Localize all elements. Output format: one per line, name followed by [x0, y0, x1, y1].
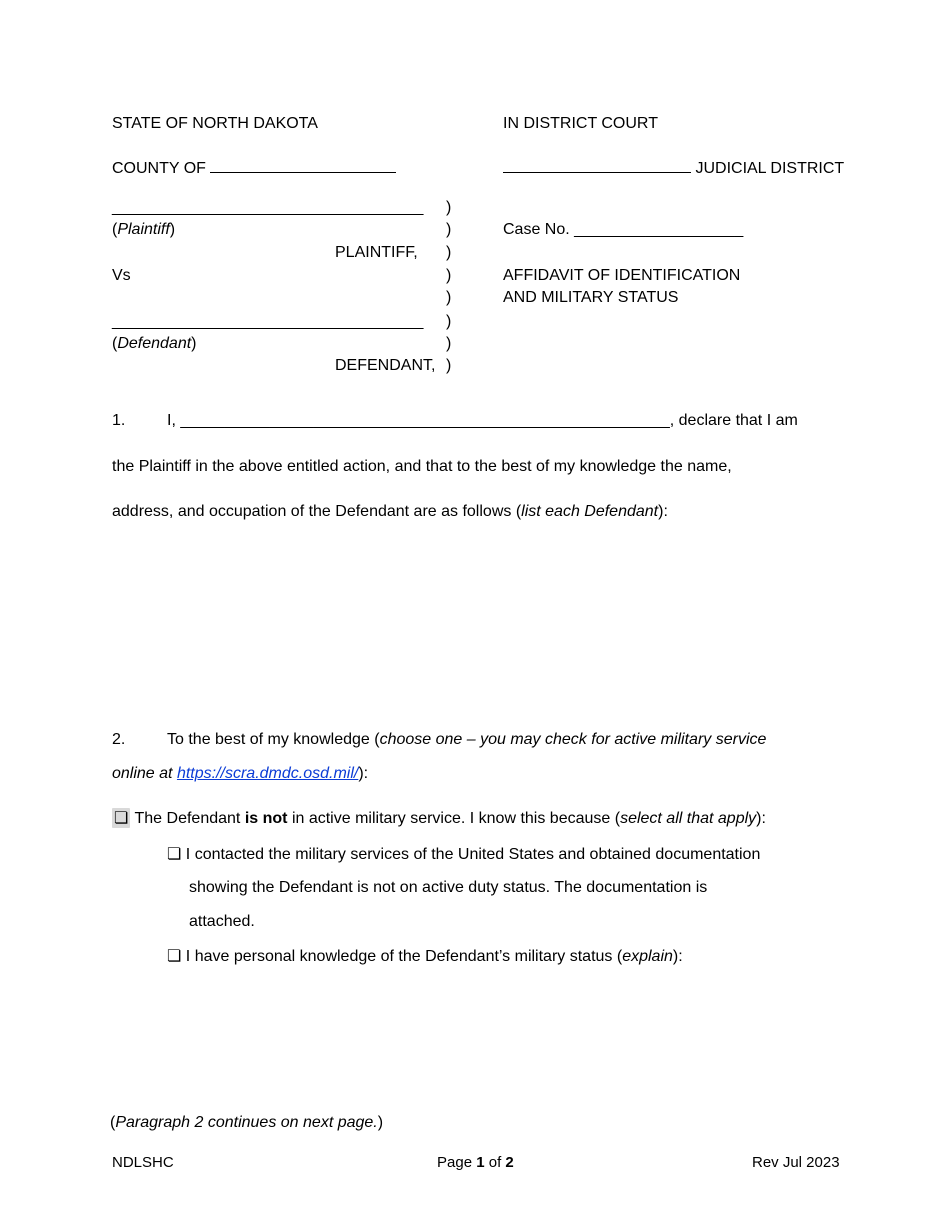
para2-line2-italic: online at — [112, 765, 173, 782]
contacted-checkbox-icon[interactable]: ❏ — [167, 844, 182, 863]
sub1-line1: I contacted the military services of the United States and obtained documentation — [185, 846, 761, 863]
sub2-italic: explain — [622, 948, 673, 965]
court-name: IN DISTRICT COURT — [503, 115, 658, 132]
not-active-checkbox-icon[interactable]: ❏ — [114, 808, 129, 827]
defendant-label: DEFENDANT, — [335, 357, 436, 374]
sub1-line3: attached. — [189, 913, 255, 930]
caption-paren: ) — [446, 244, 452, 261]
option-italic: select all that apply — [620, 810, 757, 827]
option-start: The Defendant — [134, 810, 241, 827]
district-blank[interactable] — [503, 156, 691, 173]
para1-line2: the Plaintiff in the above entitled action, and that to the best of my knowledge the name, — [112, 458, 732, 475]
caption-paren: ) — [446, 289, 452, 306]
county-line — [112, 156, 396, 179]
para1-line3-start: address, and occupation of the Defendant are as follows ( — [112, 503, 522, 520]
plaintiff-role-close: ) — [169, 221, 176, 238]
para2-line2 — [112, 764, 368, 784]
county-label: COUNTY OF — [112, 160, 206, 177]
option-mid: in active military service. I know this because ( — [291, 810, 621, 827]
para1-line1[interactable]: I, _______________________________________________________, declare that I am — [167, 412, 798, 429]
para2-number: 2. — [112, 731, 126, 748]
caption-paren: ) — [446, 267, 452, 284]
continues-text: Paragraph 2 continues on next page. — [115, 1114, 378, 1131]
caption-paren: ) — [446, 199, 452, 216]
state-name: STATE OF NORTH DAKOTA — [112, 115, 318, 132]
para1-number: 1. — [112, 412, 126, 429]
para2-line1 — [167, 730, 766, 750]
caption-paren: ) — [446, 313, 452, 330]
para1-line3-italic: list each Defendant — [521, 503, 659, 520]
scra-link[interactable]: https://scra.dmdc.osd.mil/ — [176, 765, 359, 782]
para2-line2-end: ): — [358, 765, 369, 782]
plaintiff-role — [112, 220, 175, 240]
sub1-line2: showing the Defendant is not on active duty status. The documentation is — [189, 879, 708, 896]
footer-right: Rev Jul 2023 — [752, 1154, 840, 1171]
continues-note — [110, 1113, 383, 1133]
defendant-role-close: ) — [191, 335, 197, 352]
caption-paren: ) — [446, 357, 452, 374]
para1-line3 — [112, 502, 668, 522]
continues-close: ) — [377, 1114, 384, 1131]
plaintiff-role-text: Plaintiff — [117, 221, 170, 238]
para1-line3-end: ): — [658, 503, 668, 520]
district-label: JUDICIAL DISTRICT — [695, 160, 845, 177]
defendant-role-open: ( — [112, 335, 118, 352]
option-end: ): — [756, 810, 766, 827]
county-blank[interactable] — [210, 156, 396, 173]
vs-label: Vs — [112, 267, 131, 284]
sub2-start: I have personal knowledge of the Defendant’s military status ( — [185, 948, 623, 965]
footer-page-total: 2 — [505, 1154, 514, 1171]
defendant-name-blank[interactable]: ___________________________________ — [112, 313, 424, 330]
district-line — [503, 156, 844, 179]
plaintiff-label: PLAINTIFF, — [335, 244, 418, 261]
case-number[interactable]: Case No. ___________________ — [503, 221, 744, 238]
defendant-role — [112, 334, 197, 354]
sub2-end: ): — [672, 948, 683, 965]
personal-checkbox-icon[interactable]: ❏ — [167, 946, 182, 965]
sub-option-contacted — [167, 844, 760, 865]
para2-line1-start: To the best of my knowledge ( — [167, 731, 380, 748]
plaintiff-name-blank[interactable]: ___________________________________ — [112, 199, 424, 216]
continues-open: ( — [110, 1114, 116, 1131]
option-bold: is not — [244, 810, 288, 827]
footer-page — [437, 1154, 514, 1173]
caption-paren: ) — [446, 221, 452, 238]
option-not-active — [112, 808, 766, 829]
plaintiff-role-open: ( — [112, 221, 118, 238]
defendant-role-text: Defendant — [117, 335, 192, 352]
sub-option-personal — [167, 946, 683, 967]
document-title-line2: AND MILITARY STATUS — [503, 289, 679, 306]
footer-of-word: of — [488, 1154, 502, 1171]
footer-left: NDLSHC — [112, 1154, 174, 1171]
footer-page-num: 1 — [476, 1154, 485, 1171]
footer-page-word: Page — [437, 1154, 473, 1171]
caption-paren: ) — [446, 335, 452, 352]
para2-line1-italic: choose one – you may check for active military service — [379, 731, 767, 748]
document-title-line1: AFFIDAVIT OF IDENTIFICATION — [503, 267, 741, 284]
